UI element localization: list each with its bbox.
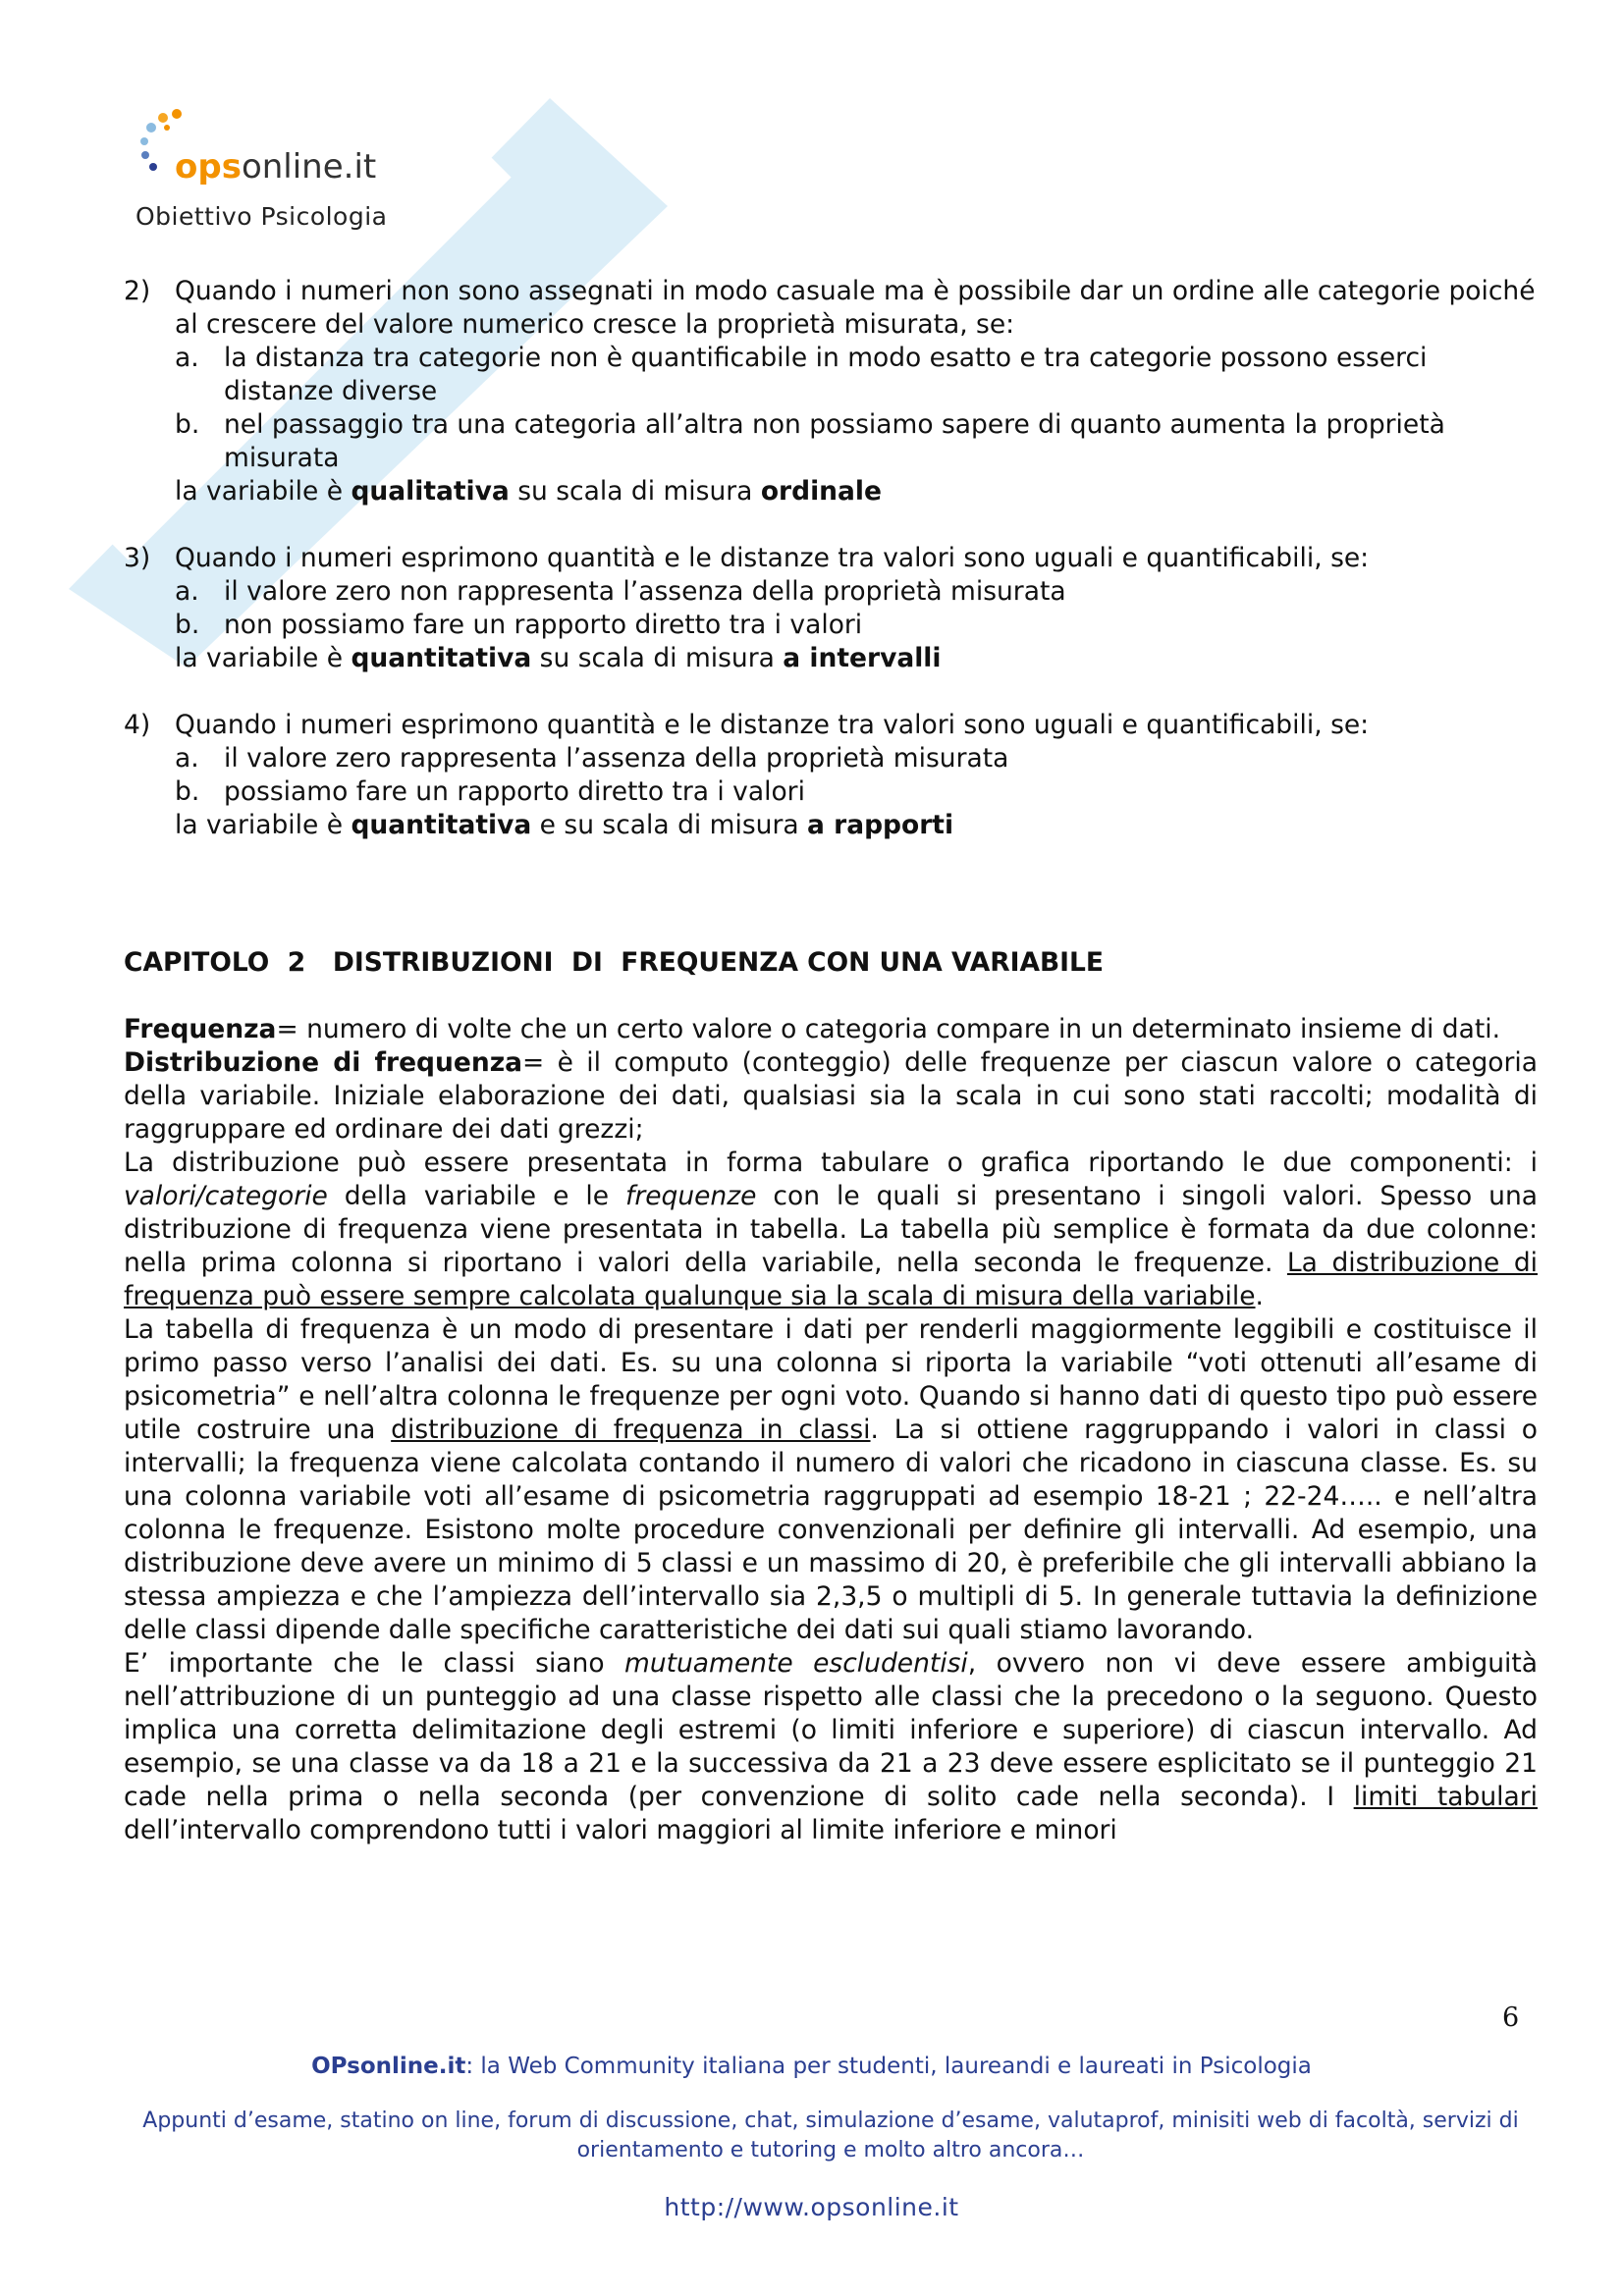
conclusion-bold: quantitativa	[351, 810, 532, 840]
sub-letter: a.	[175, 576, 199, 607]
sub-item	[124, 342, 1538, 408]
logo-ops-text: ops	[175, 147, 242, 187]
sub-text: il valore zero rappresenta l’assenza della proprietà misurata	[224, 743, 1009, 774]
underlined-text: distribuzione di frequenza in classi	[391, 1415, 871, 1445]
paragraph-text: E’ importante che le classi siano	[124, 1648, 625, 1679]
page-number: 6	[1502, 2002, 1520, 2033]
conclusion-text: e su scala di misura	[531, 810, 808, 840]
list-number: 3)	[124, 543, 151, 573]
list-item	[124, 275, 1538, 342]
conclusion-bold: ordinale	[760, 476, 882, 507]
list-item	[124, 542, 1538, 575]
sub-letter: a.	[175, 743, 199, 774]
sub-text: il valore zero non rappresenta l’assenza della proprietà misurata	[224, 576, 1066, 607]
sub-item	[124, 408, 1538, 475]
list-text: Quando i numeri esprimono quantità e le distanze tra valori sono uguali e quantificabili, se:	[175, 710, 1370, 740]
paragraph-text: con le quali si presentano i singoli valori. Spesso una distribuzione di frequenza viene presentata in tabella. La tabella più semplice è formata da due colonne: nella prima colonna si riportano i valori della variabile, nella seconda le frequenze.	[124, 1181, 1538, 1278]
footer-site-name: OPsonline.it	[311, 2054, 466, 2079]
conclusion-text: la variabile è	[175, 476, 352, 507]
conclusion-line	[124, 809, 1538, 842]
list-text: Quando i numeri esprimono quantità e le distanze tra valori sono uguali e quantificabili, se:	[175, 543, 1370, 573]
logo-tagline: Obiettivo Psicologia	[135, 202, 388, 231]
italic-text: mutuamente escludentisi	[624, 1648, 968, 1679]
footer-site-desc: : la Web Community italiana per studenti, laureandi e laureati in Psicologia	[465, 2054, 1312, 2079]
conclusion-bold: a rapporti	[807, 810, 954, 840]
paragraph-presentazione	[124, 1147, 1538, 1313]
conclusion-line	[124, 642, 1538, 675]
conclusion-line	[124, 475, 1538, 508]
document-body	[124, 275, 1538, 1847]
paragraph-text: della variabile e le	[327, 1181, 625, 1211]
term-bold: Distribuzione di frequenza	[124, 1047, 523, 1078]
paragraph-text: . La si ottiene raggruppando i valori in classi o intervalli; la frequenza viene calcolata contando il numero di valori che ricadono in ciascuna classe. Es. su una colonna variabile voti all’esame di psicometria raggruppati ad esempio 18-21 ; 22-24….. e nell’altra colonna le frequenze. Esistono molte procedure convenzionali per definire gli intervalli. Ad esempio, una distribuzione deve avere un minimo di 5 classi e un massimo di 20, è preferibile che gli intervalli abbiano la stessa ampiezza e che l’ampiezza dell’intervallo sia 2,3,5 o multipli di 5. In generale tuttavia la definizione delle classi dipende dalle specifiche caratteristiche dei dati sui quali stiamo lavorando.	[124, 1415, 1539, 1645]
sub-item	[124, 742, 1538, 775]
list-item	[124, 709, 1538, 742]
paragraph-text: dell’intervallo comprendono tutti i valori maggiori al limite inferiore e minori	[124, 1815, 1117, 1845]
paragraph-text: .	[1255, 1281, 1264, 1311]
paragraph-text: La distribuzione può essere presentata in forma tabulare o grafica riportando le due componenti: i	[124, 1148, 1538, 1178]
conclusion-text: su scala di misura	[509, 476, 761, 507]
paragraph-text: , ovvero non vi deve essere ambiguità nell’attribuzione di un punteggio ad una classe rispetto alle classi che la precedono o la seguono. Questo implica una corretta delimitazione degli estremi (o limiti inferiore e superiore) di ciascun intervallo. Ad esempio, se una classe va da 18 a 21 e la successiva da 21 a 23 deve essere esplicitato se il punteggio 21 cade nella prima o nella seconda (per convenzione di solito cade nella seconda). I	[124, 1648, 1538, 1812]
logo-brand	[175, 147, 376, 187]
paragraph-text: La tabella di frequenza è un modo di presentare i dati per renderli maggiormente leggibili e costituisce il primo passo verso l’analisi dei dati. Es. su una colonna si riporta la variabile “voti ottenuti all’esame di psicometria” e nell’altra colonna le frequenze per ogni voto. Quando si hanno dati di questo tipo può essere utile costruire una	[124, 1314, 1538, 1445]
chapter-title: DISTRIBUZIONI DI FREQUENZA CON UNA VARIABILE	[332, 947, 1105, 978]
sub-item	[124, 575, 1538, 609]
italic-text: frequenze	[624, 1181, 757, 1211]
list-number: 2)	[124, 276, 151, 306]
paragraph-classi	[124, 1647, 1538, 1847]
sub-item	[124, 609, 1538, 642]
conclusion-text: su scala di misura	[531, 643, 784, 673]
list-text: Quando i numeri non sono assegnati in modo casuale ma è possibile dar un ordine alle categorie poiché al crescere del valore numerico cresce la proprietà misurata, se:	[175, 276, 1536, 340]
conclusion-text: la variabile è	[175, 810, 352, 840]
paragraph-text: = numero di volte che un certo valore o categoria compare in un determinato insieme di dati.	[276, 1014, 1501, 1044]
footer-services: Appunti d’esame, statino on line, forum di discussione, chat, simulazione d’esame, valutaprof, minisiti web di facoltà, servizi di orientamento e tutoring e molto altro ancora…	[142, 2109, 1519, 2163]
term-bold: Frequenza	[124, 1014, 277, 1044]
underlined-text: La distribuzione di frequenza può essere sempre calcolata qualunque sia la scala di misura della variabile	[124, 1248, 1539, 1311]
underlined-text: limiti tabulari	[1353, 1782, 1538, 1812]
sub-letter: b.	[175, 776, 200, 807]
conclusion-bold: qualitativa	[351, 476, 510, 507]
paragraph-tabella	[124, 1313, 1538, 1647]
paragraph-distribuzione	[124, 1046, 1538, 1147]
conclusion-text: la variabile è	[175, 643, 352, 673]
logo-domain-text: online.it	[241, 147, 377, 187]
italic-text: valori/categorie	[124, 1181, 328, 1211]
sub-letter: b.	[175, 409, 200, 440]
footer-community	[0, 2054, 1623, 2079]
sub-text: nel passaggio tra una categoria all’altra non possiamo sapere di quanto aumenta la proprietà misurata	[224, 409, 1445, 473]
footer-url-link[interactable]: http://www.opsonline.it	[664, 2193, 959, 2221]
list-number: 4)	[124, 710, 151, 740]
sub-item	[124, 775, 1538, 809]
paragraph-text: = è il computo (conteggio) delle frequenze per ciascun valore o categoria della variabile. Iniziale elaborazione dei dati, qualsiasi sia la scala in cui sono stati raccolti; modalità di raggruppare ed ordinare dei dati grezzi;	[124, 1047, 1538, 1145]
sub-letter: b.	[175, 610, 200, 640]
sub-text: possiamo fare un rapporto diretto tra i valori	[224, 776, 805, 807]
sub-text: la distanza tra categorie non è quantificabile in modo esatto e tra categorie possono esserci distanze diverse	[224, 343, 1428, 406]
sub-text: non possiamo fare un rapporto diretto tra i valori	[224, 610, 863, 640]
chapter-heading	[124, 946, 1538, 980]
paragraph-frequenza	[124, 1013, 1538, 1046]
conclusion-bold: quantitativa	[351, 643, 532, 673]
sub-letter: a.	[175, 343, 199, 373]
chapter-label: CAPITOLO 2	[124, 947, 306, 978]
conclusion-bold: a intervalli	[783, 643, 942, 673]
